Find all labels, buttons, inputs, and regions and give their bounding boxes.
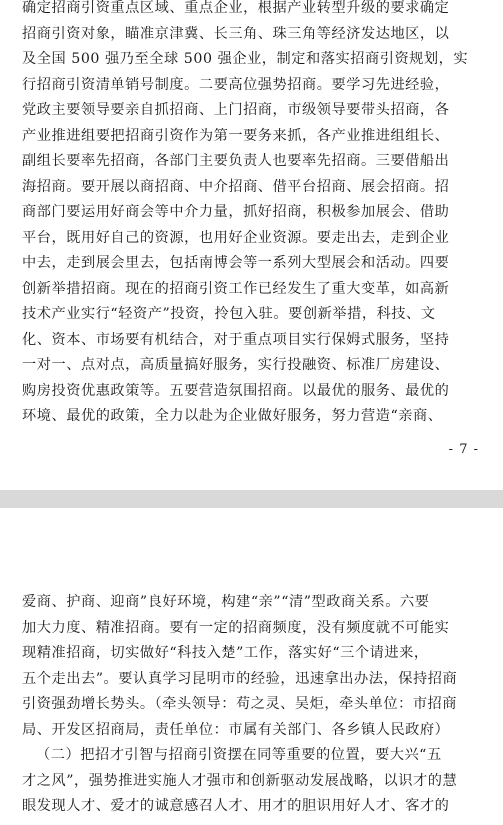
text-line: 眼发现人才、爱才的诚意感召人才、用才的胆识用好人才、客才的 (22, 798, 450, 814)
text-line: 创新举措招商。现在的招商引资工作已经发生了重大变革，如高新 (22, 280, 450, 297)
text-line: 环境、最优的政策，全力以赴为企业做好服务，努力营造“亲商、 (22, 408, 443, 424)
text-line: 确定招商引资重点区域、重点企业，根据产业转型升级的要求确定 (22, 0, 450, 16)
text-line: 商部门要运用好商会等中介力量，抓好招商，积极参加展会、借助 (22, 204, 450, 220)
body-text-lower (22, 590, 485, 820)
page-number: - 7 - (448, 442, 479, 457)
text-line: （二）把招才引智与招商引资摆在同等重要的位置，要大兴“五 (36, 747, 442, 763)
text-line: 购房投资优惠政策等。五要营造氛围招商。以最优的服务、最优的 (22, 382, 450, 399)
text-line: 海招商。要开展以商招商、中介招商、借平台招商、展会招商。招 (22, 178, 450, 195)
text-line: 局、开发区招商局，责任单位：市属有关部门、各乡镇人民政府） (22, 721, 450, 738)
text-line: 引资强劲增长势头。（牵头领导：苟之灵、吴炬，牵头单位：市招商 (22, 696, 458, 712)
document-page-lower (0, 508, 503, 825)
text-line: 产业推进组要把招商引资作为第一要务来抓，各产业推进组组长、 (22, 127, 450, 144)
text-line: 党政主要领导要亲自抓招商、上门招商，市级领导要带头招商，各 (22, 102, 450, 118)
text-line: 及全国 500 强乃至全球 500 强企业，制定和落实招商引资规划，实 (22, 51, 469, 67)
text-line: 爱商、护商、迎商”良好环境，构建“亲”“清”型政商关系。六要 (22, 594, 430, 610)
text-line: 行招商引资清单销号制度。二要高位强势招商。要学习先进经验， (22, 76, 450, 93)
text-line: 招商引资对象，瞄准京津冀、长三角、珠三角等经济发达地区，以 (22, 25, 450, 42)
page-separator (0, 490, 503, 508)
text-line: 平台，既用好自己的资源，也用好企业资源。要走出去，走到企业 (22, 229, 450, 246)
text-line: 一对一、点对点，高质量搞好服务，实行投融资、标准厂房建设、 (22, 357, 450, 373)
text-line: 现精准招商，切实做好“科技入楚”工作，落实好“三个请进来， (22, 645, 429, 661)
text-line: 技术产业实行“轻资产”投资，拎包入驻。要创新举措，科技、文 (22, 306, 436, 322)
text-line: 副组长要率先招商，各部门主要负责人也要率先招商。三要借船出 (22, 153, 450, 169)
text-line: 中去，走到展会里去，包括南博会等一系列大型展会和活动。四要 (22, 255, 450, 271)
text-line: 加大力度、精准招商。要有一定的招商频度，没有频度就不可能实 (22, 619, 450, 636)
body-text-upper (22, 0, 485, 430)
text-line: 五个走出去”。要认真学习昆明市的经验，迅速拿出办法，保持招商 (22, 670, 458, 687)
text-line: 才之风”，强势推进实施人才强市和创新驱动发展战略，以识才的慧 (22, 772, 458, 789)
text-line: 化、资本、市场要有机结合，对于重点项目实行保姆式服务，坚持 (22, 331, 450, 348)
